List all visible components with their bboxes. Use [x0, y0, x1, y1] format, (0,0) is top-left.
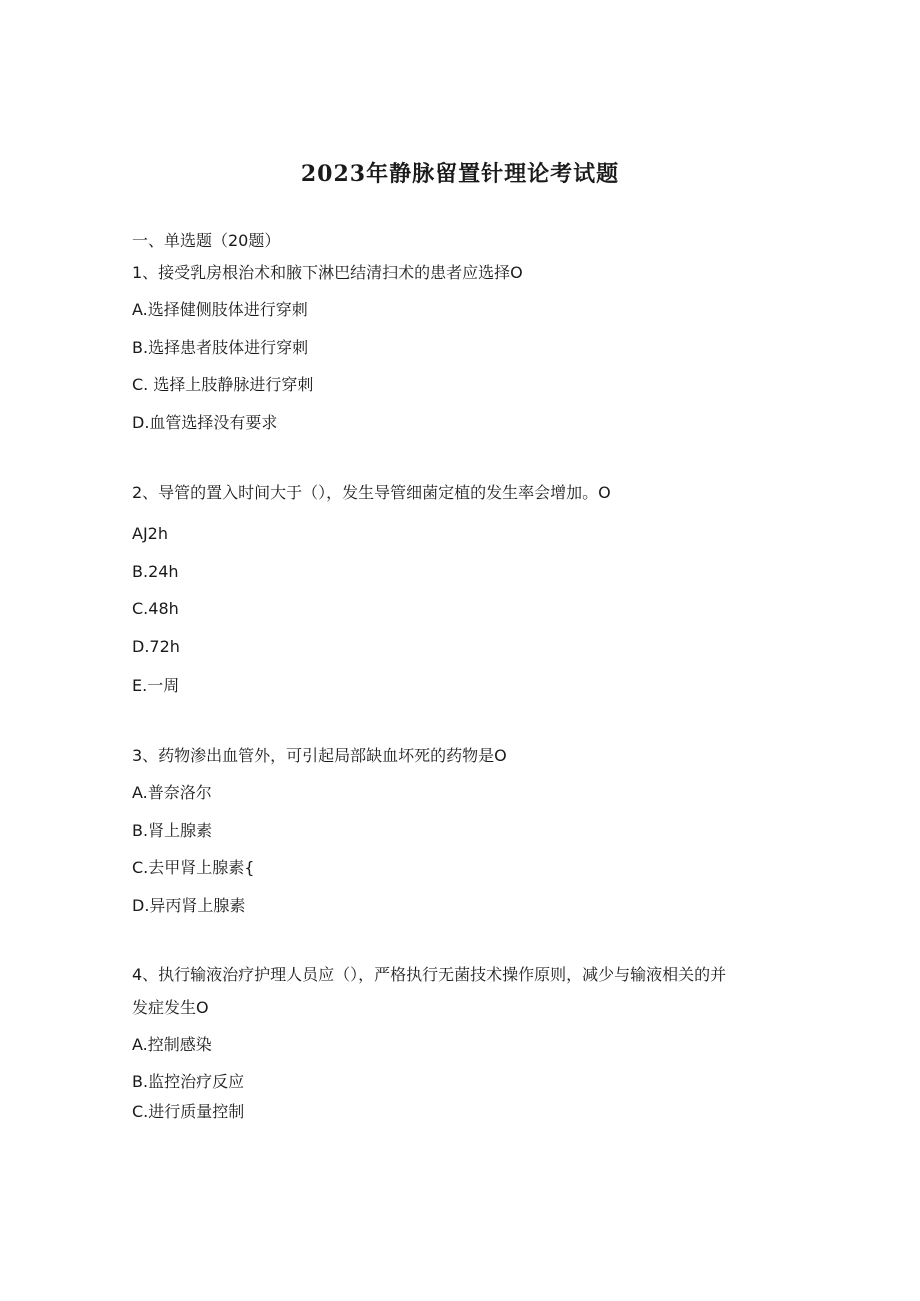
question-1-option-c: C. 选择上肢静脉进行穿刺: [132, 375, 314, 394]
question-4-option-c: C.进行质量控制: [132, 1102, 245, 1121]
question-2-option-a: AJ2h: [132, 524, 168, 543]
question-1-option-d: D.血管选择没有要求: [132, 413, 278, 432]
question-2-option-e: E.一周: [132, 676, 180, 695]
question-1-stem: 1、接受乳房根治术和腋下淋巴结清扫术的患者应选择O: [132, 263, 523, 282]
question-1-option-a: A.选择健侧肢体进行穿刺: [132, 300, 308, 319]
question-4-stem-line-1: 4、执行输液治疗护理人员应（），严格执行无菌技术操作原则，减少与输液相关的并: [132, 965, 727, 984]
question-4-option-b: B.监控治疗反应: [132, 1072, 245, 1091]
question-3-stem: 3、药物渗出血管外，可引起局部缺血坏死的药物是O: [132, 746, 507, 765]
question-3-option-b: B.肾上腺素: [132, 821, 213, 840]
question-2-stem: 2、导管的置入时间大于（），发生导管细菌定植的发生率会增加。O: [132, 483, 611, 502]
question-2-option-b: B.24h: [132, 562, 179, 581]
question-4-option-a: A.控制感染: [132, 1035, 212, 1054]
question-2-option-c: C.48h: [132, 599, 179, 618]
question-1-option-b: B.选择患者肢体进行穿刺: [132, 338, 309, 357]
question-4-stem-line-2: 发症发生O: [132, 998, 209, 1017]
question-3-option-d: D.异丙肾上腺素: [132, 896, 246, 915]
document-title: 2023年静脉留置针理论考试题: [300, 161, 620, 187]
question-2-option-d: D.72h: [132, 637, 180, 656]
question-3-option-c: C.去甲肾上腺素{: [132, 858, 255, 877]
section-heading: 一、单选题（20题）: [132, 231, 281, 250]
question-3-option-a: A.普奈洛尔: [132, 783, 212, 802]
